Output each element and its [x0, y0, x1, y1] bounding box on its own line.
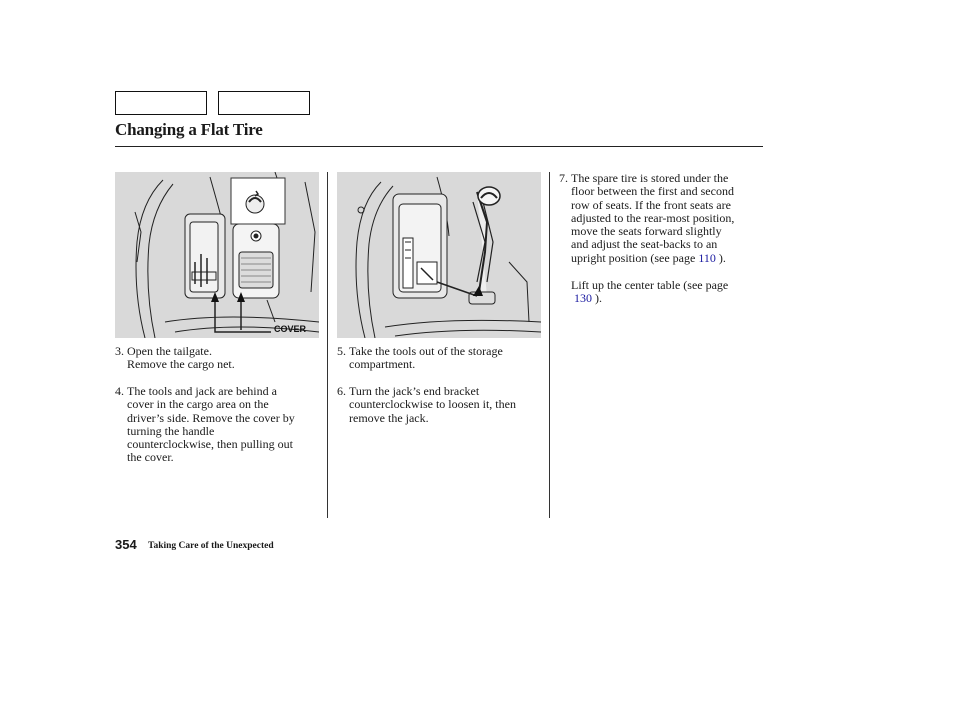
step-5-line-1: Take the tools out of the storage	[349, 344, 503, 358]
step-3-line-1: Open the tailgate.	[127, 344, 212, 358]
nav-box-previous[interactable]	[115, 91, 207, 115]
section-name: Taking Care of the Unexpected	[148, 541, 274, 551]
step-6-line-3: remove the jack.	[349, 410, 429, 425]
page-title: Changing a Flat Tire	[115, 120, 263, 139]
lift-center-table-note	[571, 279, 761, 306]
jack-removal-illustration	[337, 172, 541, 338]
step-7-line-7	[571, 252, 763, 265]
step-7-line-5: move the seats forward slightly	[571, 224, 722, 239]
cover-callout-label: COVER	[274, 324, 307, 334]
cargo-cover-drawing	[115, 172, 319, 338]
title-rule	[115, 146, 763, 147]
step-7-number: 7.	[559, 171, 568, 185]
step-3-line-2: Remove the cargo net.	[127, 357, 235, 372]
step-5-number: 5.	[337, 344, 346, 358]
lift-note-suffix: ).	[592, 291, 602, 306]
column-divider-2	[549, 172, 550, 518]
nav-box-next[interactable]	[218, 91, 310, 115]
step-7-line-4: adjusted to the rear-most position,	[571, 210, 735, 225]
step-5	[337, 345, 547, 372]
step-4-number: 4.	[115, 384, 124, 398]
step-7-line-6: and adjust the seat-backs to an	[571, 237, 718, 252]
jack-removal-drawing	[337, 172, 541, 338]
step-4-line-4: turning the handle	[127, 423, 215, 438]
step-3-number: 3.	[115, 344, 124, 358]
step-3	[115, 345, 320, 372]
step-4-line-1: The tools and jack are behind a	[127, 384, 277, 398]
lift-note-line-2	[571, 292, 761, 305]
step-7-last-prefix: upright position (see page	[571, 250, 699, 265]
step-7-last-suffix: ).	[715, 250, 726, 265]
step-4-line-3: driver’s side. Remove the cover by	[127, 410, 295, 425]
step-4-line-2: cover in the cargo area on the	[127, 397, 269, 412]
lift-note-line-1: Lift up the center table (see page	[571, 278, 729, 292]
column-divider-1	[327, 172, 328, 518]
page-130-link[interactable]: 130	[574, 291, 592, 306]
step-7-line-1: The spare tire is stored under the	[571, 171, 729, 185]
step-6	[337, 385, 547, 425]
step-6-line-1: Turn the jack’s end bracket	[349, 384, 480, 398]
step-7-line-2: floor between the first and second	[571, 184, 734, 199]
cargo-cover-illustration	[115, 172, 319, 338]
step-7-line-3: row of seats. If the front seats are	[571, 197, 731, 212]
step-6-line-2: counterclockwise to loosen it, then	[349, 397, 516, 412]
step-4-line-5: counterclockwise, then pulling out	[127, 437, 293, 452]
page-110-link[interactable]: 110	[698, 250, 716, 265]
page-number: 354	[115, 537, 137, 552]
step-7	[559, 172, 763, 265]
step-4	[115, 385, 320, 465]
step-6-number: 6.	[337, 384, 346, 398]
step-4-line-6: the cover.	[127, 450, 174, 465]
step-5-line-2: compartment.	[349, 357, 416, 372]
